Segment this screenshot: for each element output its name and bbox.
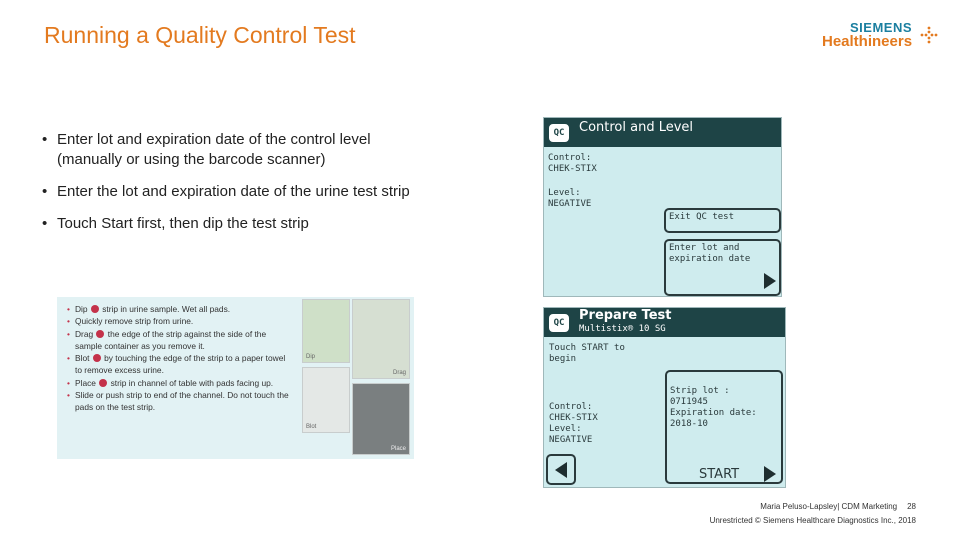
bullet-item: • Touch Start first, then dip the test strip — [42, 214, 422, 234]
slide-footer — [710, 500, 916, 528]
control-level-screen — [543, 117, 782, 297]
qc-badge: QC — [547, 312, 571, 334]
step-number-4-icon — [99, 379, 107, 387]
siemens-healthineers-logo — [822, 20, 942, 54]
logo-dots-icon — [920, 26, 938, 44]
level-label: Level: — [549, 424, 582, 434]
step-number-3-icon — [93, 354, 101, 362]
level-label: Level: — [548, 188, 581, 198]
blot-photo: Blot — [302, 367, 350, 433]
screen-title: Control and Level — [579, 120, 694, 135]
screen-subtitle: Multistix® 10 SG — [579, 324, 666, 334]
drag-photo: Drag — [352, 299, 410, 379]
control-value: CHEK-STIX — [548, 164, 597, 174]
enter-lot-button[interactable]: Enter lot and expiration date — [664, 239, 781, 296]
start-prompt: Touch START to begin — [549, 343, 625, 364]
logo-brand: SIEMENS — [850, 20, 913, 35]
control-label: Control: — [548, 153, 592, 163]
strip-info: Strip lot : 07I1945 Expiration date: 2018-10 — [670, 386, 757, 429]
footer-author: Maria Peluso-Lapsley| CDM Marketing — [760, 502, 898, 511]
prepare-test-screen — [543, 307, 786, 488]
dip-photo: Dip — [302, 299, 350, 363]
step-number-1-icon — [91, 305, 99, 313]
control-value: CHEK-STIX — [549, 413, 598, 423]
slide-title: Running a Quality Control Test — [44, 22, 356, 48]
level-value: NEGATIVE — [549, 435, 593, 445]
instruction-item: • Place strip in channel of table with pads facing up. — [67, 377, 289, 389]
back-button[interactable] — [546, 454, 576, 485]
arrow-right-icon — [764, 466, 776, 482]
bullet-list — [42, 130, 422, 246]
level-value: NEGATIVE — [548, 199, 592, 209]
strip-instructions-list — [67, 303, 289, 414]
logo-sub: Healthineers — [822, 33, 913, 50]
instruction-item: • Quickly remove strip from urine. — [67, 315, 289, 327]
instruction-item: • Drag the edge of the strip against the side of the sample container as you remove it. — [67, 328, 289, 353]
strip-instructions-image — [57, 297, 414, 459]
page-number: 28 — [907, 502, 916, 511]
arrow-left-icon — [555, 462, 567, 478]
control-label: Control: — [549, 402, 593, 412]
step-number-2-icon — [96, 330, 104, 338]
start-button[interactable] — [665, 370, 783, 484]
instruction-item: • Blot by touching the edge of the strip to a paper towel to remove excess urine. — [67, 352, 289, 377]
bullet-item: • Enter the lot and expiration date of the urine test strip — [42, 182, 422, 202]
bullet-item: • Enter lot and expiration date of the control level (manually or using the barcode scanner) — [42, 130, 422, 170]
arrow-right-icon — [764, 273, 776, 289]
footer-copyright: Unrestricted © Siemens Healthcare Diagnostics Inc., 2018 — [709, 516, 916, 525]
qc-badge: QC — [547, 122, 571, 144]
screen-title: Prepare Test — [579, 308, 672, 323]
exit-qc-button[interactable]: Exit QC test — [664, 208, 781, 233]
place-photo: Place — [352, 383, 410, 455]
instruction-item: • Dip strip in urine sample. Wet all pads. — [67, 303, 289, 315]
start-label: START — [699, 467, 740, 482]
instruction-item: • Slide or push strip to end of the channel. Do not touch the pads on the test strip. — [67, 389, 289, 414]
